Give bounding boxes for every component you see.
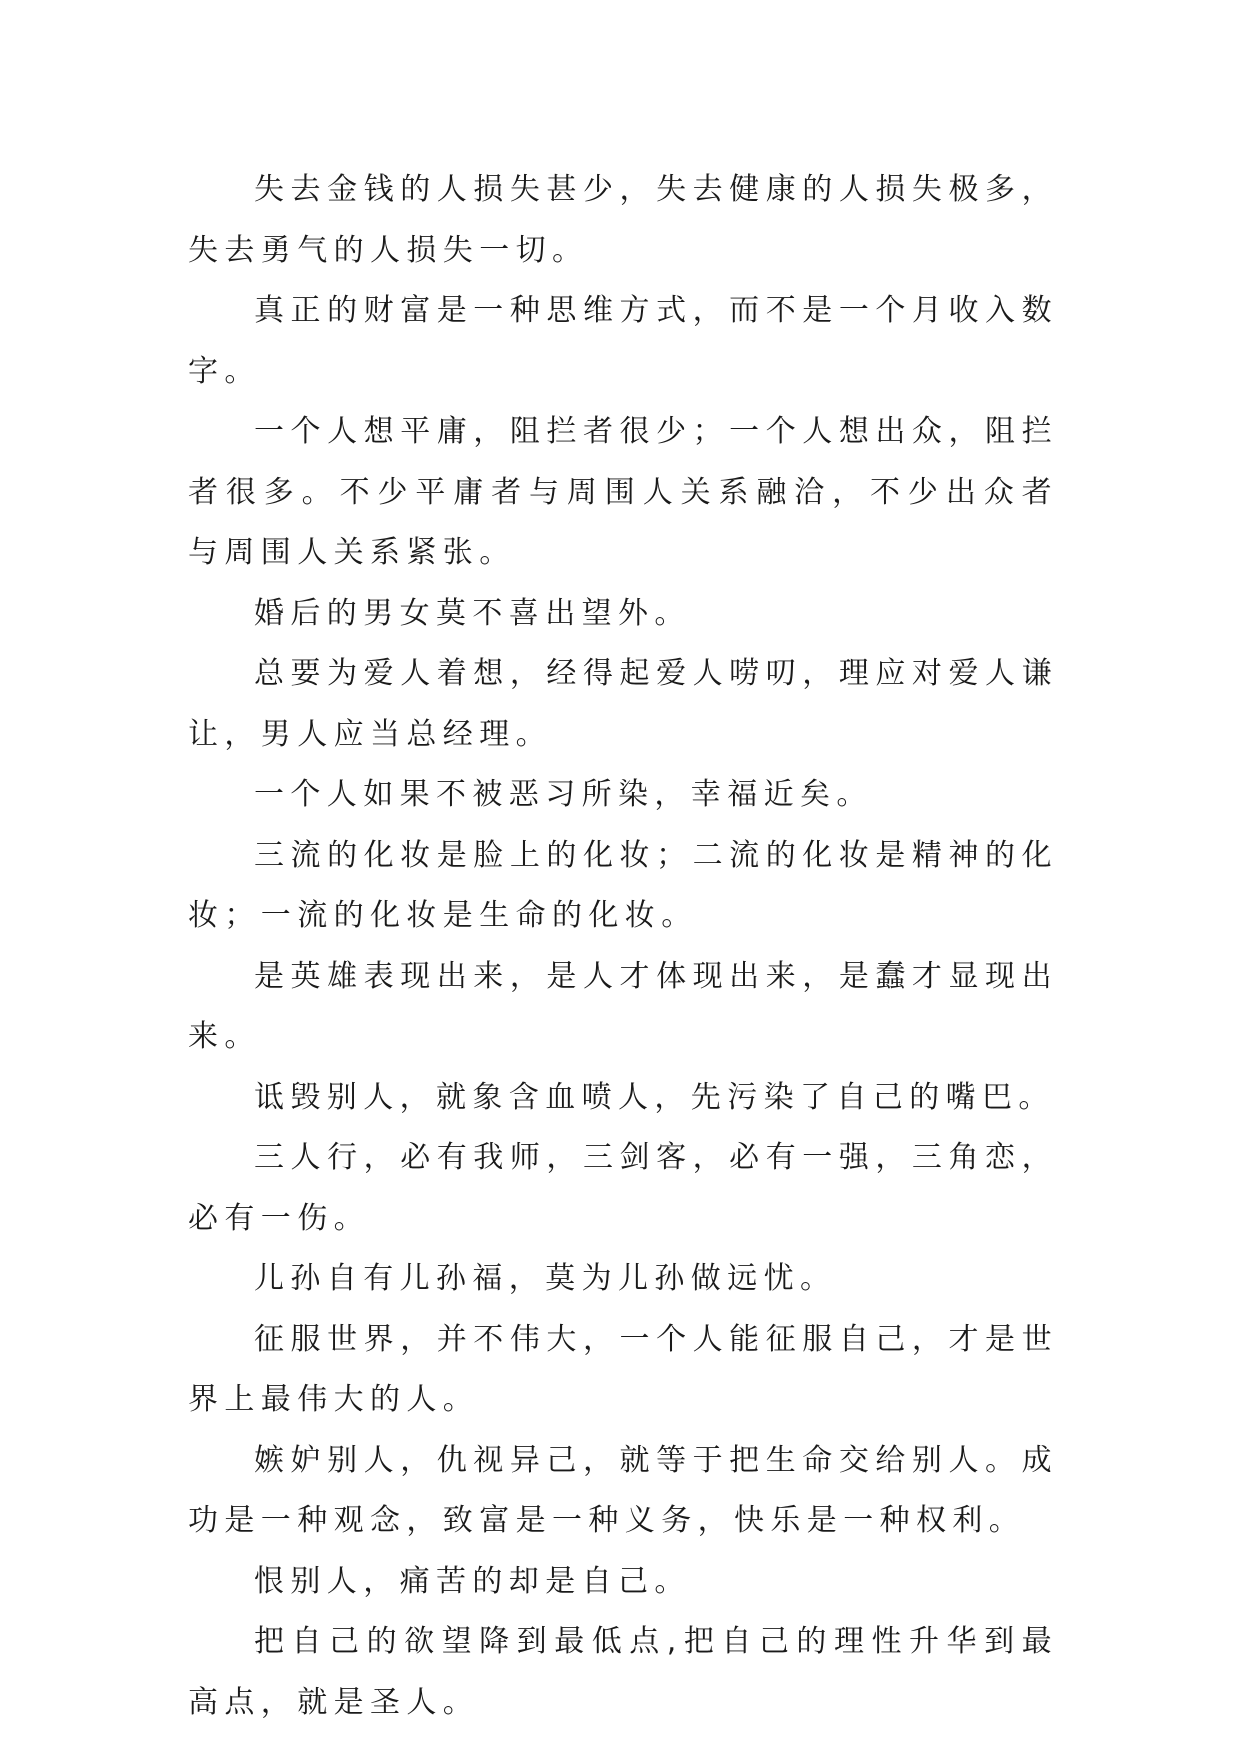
- paragraph: 三人行，必有我师，三剑客，必有一强，三角恋，必有一伤。: [188, 1140, 1058, 1236]
- paragraph: 是英雄表现出来，是人才体现出来，是蠢才显现出来。: [188, 958, 1058, 1054]
- paragraph: 征服世界，并不伟大，一个人能征服自己，才是世界上最伟大的人。: [188, 1321, 1058, 1417]
- paragraph: 真正的财富是一种思维方式，而不是一个月收入数字。: [188, 293, 1058, 389]
- paragraph: 婚后的男女莫不喜出望外。: [254, 595, 691, 631]
- paragraph: 三流的化妆是脸上的化妆；二流的化妆是精神的化妆；一流的化妆是生命的化妆。: [188, 837, 1058, 933]
- paragraph: 一个人如果不被恶习所染，幸福近矣。: [254, 777, 873, 812]
- document-body: [188, 160, 1058, 1733]
- paragraph: 儿孙自有儿孙福，莫为儿孙做远忧。: [254, 1261, 837, 1296]
- paragraph: 把自己的欲望降到最低点,把自己的理性升华到最高点，就是圣人。: [188, 1624, 1058, 1720]
- paragraph: 一个人想平庸，阻拦者很少；一个人想出众，阻拦者很多。不少平庸者与周围人关系融洽，不少出众者与周围人关系紧张。: [188, 414, 1058, 570]
- paragraph: 总要为爱人着想，经得起爱人唠叨，理应对爱人谦让，男人应当总经理。: [188, 656, 1058, 752]
- paragraph: 嫉妒别人，仇视异己，就等于把生命交给别人。成功是一种观念，致富是一种义务，快乐是一种权利。: [188, 1442, 1058, 1538]
- paragraph: 失去金钱的人损失甚少，失去健康的人损失极多，失去勇气的人损失一切。: [188, 172, 1058, 268]
- paragraph: 恨别人，痛苦的却是自己。: [254, 1563, 691, 1599]
- paragraph: 诋毁别人，就象含血喷人，先污染了自己的嘴巴。: [254, 1079, 1055, 1115]
